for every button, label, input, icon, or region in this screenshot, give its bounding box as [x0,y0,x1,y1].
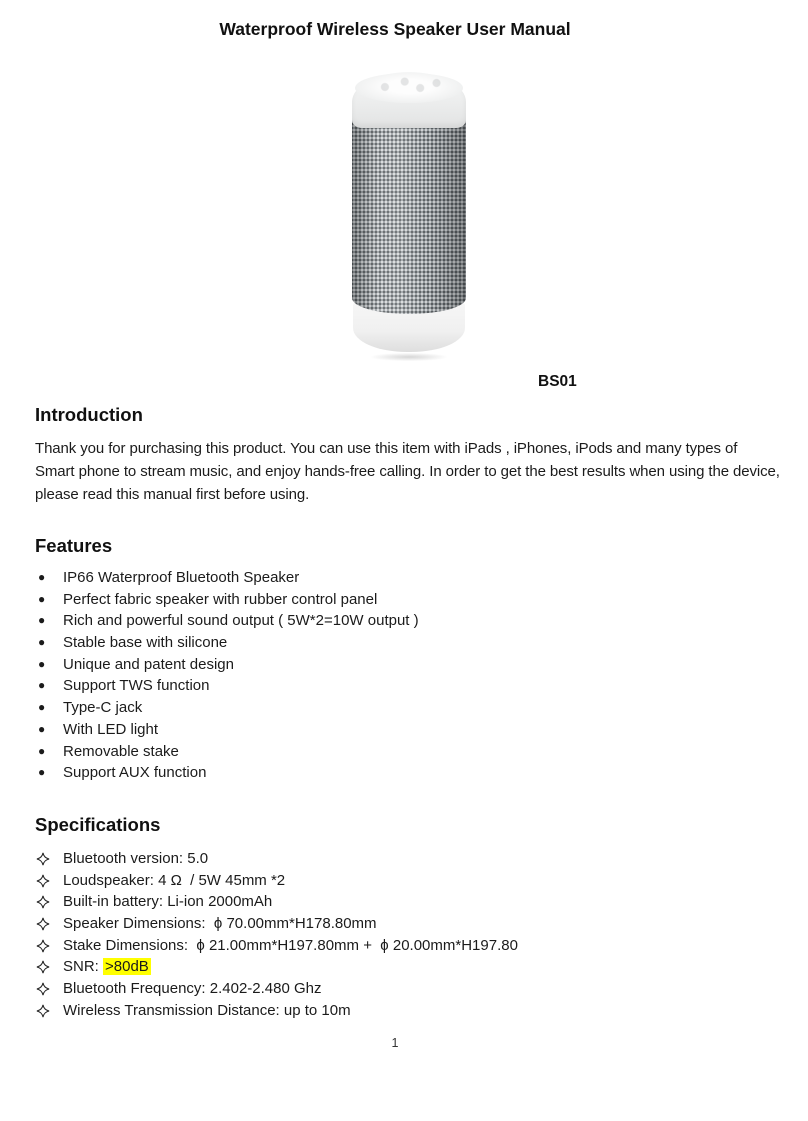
four-pointed-star-bullet [35,956,55,978]
product-photo [351,72,467,363]
specifications-heading: Specifications [35,814,161,835]
list-item-text: Support TWS function [63,677,210,695]
list-item-text: Wireless Transmission Distance: up to 10m [63,1001,351,1019]
list-item [35,913,773,935]
four-pointed-star-bullet [35,848,55,870]
list-item-text: Bluetooth Frequency: 2.402-2.480 Ghz [63,980,322,998]
list-item [35,567,773,589]
speaker-top-cap [352,72,466,128]
list-item-text: Support AUX function [63,764,207,782]
list-item [35,956,773,978]
list-item [35,978,773,1000]
list-item-text: IP66 Waterproof Bluetooth Speaker [63,569,300,586]
list-item-text: Built-in battery: Li-ion 2000mAh [63,893,273,911]
four-pointed-star-bullet [35,935,55,957]
list-item [35,848,773,870]
list-item-text: SNR: [63,958,104,976]
list-item [35,589,773,611]
filled-circle-bullet: ● [38,721,46,736]
list-item [35,632,773,654]
page-number: 1 [391,1036,399,1050]
speaker-fabric-mesh [352,116,466,314]
filled-circle-bullet: ● [38,678,46,693]
list-item [35,719,773,741]
list-item [35,1000,773,1022]
list-item [35,870,773,892]
list-item [35,675,773,697]
four-pointed-star-bullet [35,891,55,913]
list-item [35,891,773,913]
features-heading: Features [35,535,113,556]
four-pointed-star-bullet [35,978,55,1000]
list-item-text: Stake Dimensions: ϕ 21.00mm*H197.80mm + ϕ 20.00mm*H197.80 [63,936,518,954]
list-item-text: Rich and powerful sound output ( 5W*2=10W output ) [63,612,419,630]
four-pointed-star-bullet [35,913,55,935]
list-item-text: Loudspeaker: 4 Ω / 5W 45mm *2 [63,871,286,889]
list-item [35,762,773,784]
list-item-text: Removable stake [63,742,179,760]
introduction-paragraph: Thank you for purchasing this product. You can use this item with iPads , iPhones, iPods and many types of Smart phone to stream music, and enjoy hands-free calling. In order to get the best results when using the device, please read this manual first before using. [35,440,780,504]
introduction-heading: Introduction [35,404,143,425]
list-item-text: Speaker Dimensions: ϕ 70.00mm*H178.80mm [63,915,377,933]
list-item-text: Stable base with silicone [63,634,228,652]
speaker-shadow [353,351,465,363]
four-pointed-star-bullet [35,1000,55,1022]
list-item [35,697,773,719]
page-title: Waterproof Wireless Speaker User Manual [219,19,571,39]
filled-circle-bullet: ● [38,656,46,671]
list-item-text: With LED light [63,720,159,738]
filled-circle-bullet: ● [38,613,46,628]
filled-circle-bullet: ● [38,743,46,758]
list-item [35,741,773,763]
highlighted-text: >80dB [105,958,149,976]
filled-circle-bullet: ● [38,700,46,715]
list-item [35,610,773,632]
list-item-text: Type-C jack [63,699,143,717]
filled-circle-bullet: ● [38,591,46,606]
speaker-top-buttons-icon [366,76,452,96]
list-item-text: Perfect fabric speaker with rubber control panel [63,590,378,608]
filled-circle-bullet: ● [38,765,46,780]
four-pointed-star-bullet [35,870,55,892]
list-item [35,654,773,676]
features-list [35,567,773,784]
filled-circle-bullet: ● [38,570,46,584]
list-item-text: Unique and patent design [63,655,234,673]
filled-circle-bullet: ● [38,635,46,650]
product-model-caption: BS01 [538,373,577,390]
list-item-text: Bluetooth version: 5.0 [63,850,209,867]
specifications-list [35,848,773,1022]
list-item [35,935,773,957]
